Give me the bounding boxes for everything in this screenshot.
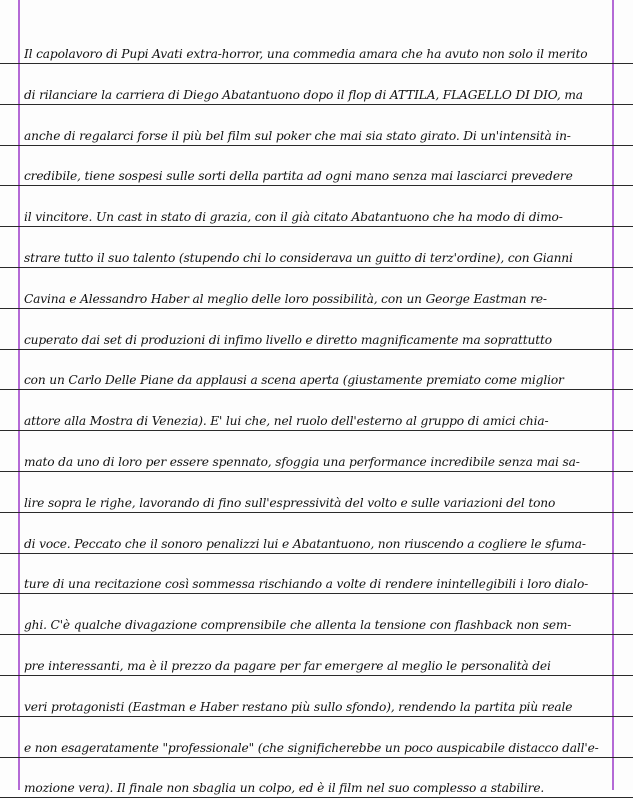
ruled-line bbox=[0, 430, 633, 431]
ruled-line bbox=[0, 63, 633, 64]
text-line: pre interessanti, ma è il prezzo da pagare per far emergere al meglio le personalità dei bbox=[24, 659, 551, 673]
text-line: mato da uno di loro per essere spennato, sfoggia una performance incredibile senza mai sa- bbox=[24, 455, 580, 469]
text-line: lire sopra le righe, lavorando di fino sull'espressività del volto e sulle variazioni del tono bbox=[24, 496, 556, 510]
ruled-line bbox=[0, 145, 633, 146]
text-line: mozione vera). Il finale non sbaglia un colpo, ed è il film nel suo complesso a stabilire. bbox=[24, 781, 545, 795]
text-line: anche di regalarci forse il più bel film sul poker che mai sia stato girato. Di un'intensità in- bbox=[24, 129, 571, 143]
ruled-line bbox=[0, 553, 633, 554]
ruled-line bbox=[0, 757, 633, 758]
text-line: attore alla Mostra di Venezia). E' lui che, nel ruolo dell'esterno al gruppo di amici chia- bbox=[24, 414, 549, 428]
text-line: ghi. C'è qualche divagazione comprensibile che allenta la tensione con flashback non sem- bbox=[24, 618, 572, 632]
ruled-line bbox=[0, 104, 633, 105]
ruled-line bbox=[0, 716, 633, 717]
text-line: Il capolavoro di Pupi Avati extra-horror, una commedia amara che ha avuto non solo il merito bbox=[24, 47, 588, 61]
right-margin-line bbox=[612, 0, 614, 790]
text-line: credibile, tiene sospesi sulle sorti della partita ad ogni mano senza mai lasciarci prevedere bbox=[24, 169, 573, 183]
text-line: di voce. Peccato che il sonoro penalizzi lui e Abatantuono, non riuscendo a cogliere le sfuma- bbox=[24, 537, 586, 551]
text-line: cuperato dai set di produzioni di infimo livello e diretto magnificamente ma soprattutto bbox=[24, 333, 552, 347]
text-line: veri protagonisti (Eastman e Haber restano più sullo sfondo), rendendo la partita più reale bbox=[24, 700, 573, 714]
ruled-line bbox=[0, 185, 633, 186]
text-line: Cavina e Alessandro Haber al meglio delle loro possibilità, con un George Eastman re- bbox=[24, 292, 547, 306]
text-line: ture di una recitazione così sommessa rischiando a volte di rendere inintellegibili i loro dialo- bbox=[24, 577, 589, 591]
text-line: di rilanciare la carriera di Diego Abatantuono dopo il flop di ATTILA, FLAGELLO DI DIO, ma bbox=[24, 88, 583, 102]
ruled-line bbox=[0, 226, 633, 227]
ruled-line bbox=[0, 389, 633, 390]
text-line: il vincitore. Un cast in stato di grazia, con il già citato Abatantuono che ha modo di dimo- bbox=[24, 210, 563, 224]
text-line: strare tutto il suo talento (stupendo chi lo considerava un guitto di terz'ordine), con Gianni bbox=[24, 251, 573, 265]
ruled-line bbox=[0, 675, 633, 676]
left-margin-line bbox=[18, 0, 20, 790]
text-line: e non esageratamente "professionale" (che significherebbe un poco auspicabile distacco dall'e- bbox=[24, 741, 599, 755]
text-line: con un Carlo Delle Piane da applausi a scena aperta (giustamente premiato come miglior bbox=[24, 373, 564, 387]
ruled-line bbox=[0, 308, 633, 309]
ruled-line bbox=[0, 512, 633, 513]
ruled-line bbox=[0, 471, 633, 472]
ruled-line bbox=[0, 634, 633, 635]
ruled-line bbox=[0, 593, 633, 594]
ruled-line bbox=[0, 267, 633, 268]
ruled-line bbox=[0, 349, 633, 350]
